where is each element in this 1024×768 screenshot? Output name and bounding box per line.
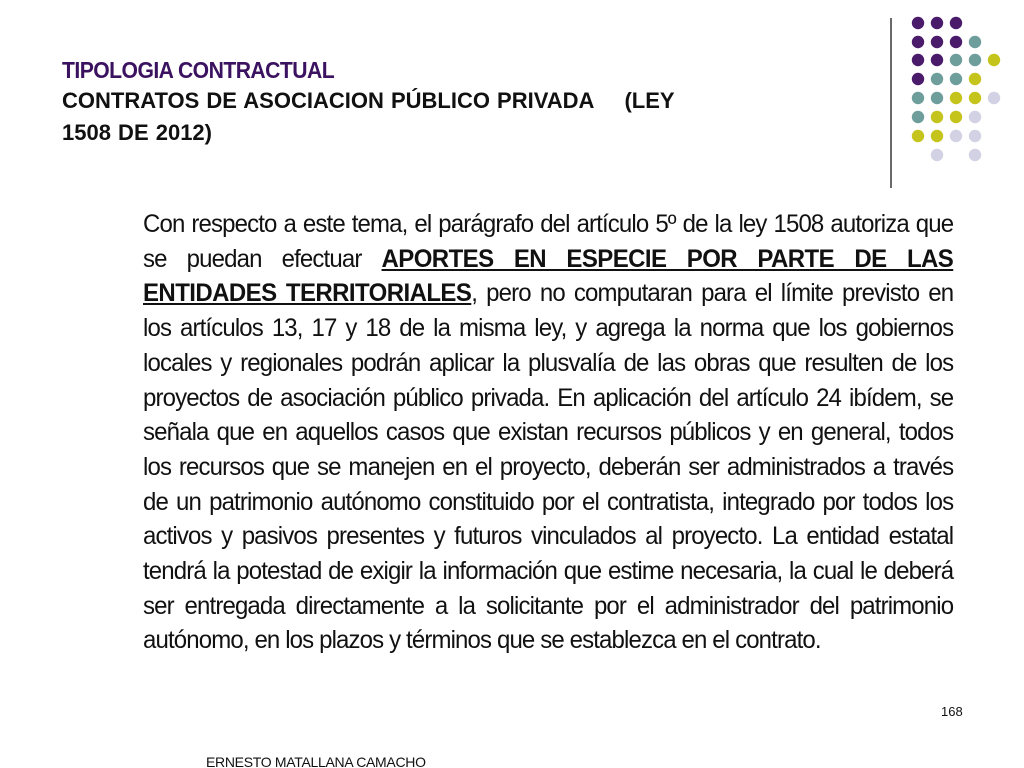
dot: [950, 54, 962, 66]
dot: [931, 149, 943, 161]
dot: [931, 111, 943, 123]
body-paragraph: [143, 207, 953, 658]
dot: [931, 17, 943, 29]
subtitle-part1: CONTRATOS DE ASOCIACION PÚBLICO PRIVADA: [62, 88, 595, 113]
slide-title: TIPOLOGIA CONTRACTUAL: [62, 57, 335, 83]
dot: [950, 92, 962, 104]
dot: [950, 130, 962, 142]
dot: [969, 36, 981, 48]
page-number: 168: [941, 704, 963, 719]
dot: [988, 54, 1000, 66]
dot: [969, 149, 981, 161]
body-text-part1: Con respecto a este tema, el parágrafo del artículo 5º de la ley 1508 autoriza que se puedan efectuar: [143, 210, 954, 273]
dot: [912, 92, 924, 104]
body-emphasis: APORTES EN ESPECIE POR PARTE DE LAS ENTIDADES TERRITORIALES: [143, 244, 954, 308]
dot: [912, 17, 924, 29]
slide-subtitle: [62, 85, 862, 149]
dot: [912, 54, 924, 66]
dot: [931, 54, 943, 66]
subtitle-part3: 1508 DE 2012): [62, 120, 212, 145]
title-block: [62, 57, 862, 149]
dot: [950, 73, 962, 85]
dot: [931, 73, 943, 85]
dot: [931, 92, 943, 104]
dot: [950, 17, 962, 29]
dot: [969, 111, 981, 123]
dot: [912, 73, 924, 85]
footer-author: ERNESTO MATALLANA CAMACHO: [206, 754, 426, 768]
vertical-divider: [890, 18, 892, 188]
subtitle-part2: (LEY: [624, 88, 675, 113]
dot: [931, 130, 943, 142]
body-text-part2: , pero no computaran para el límite previsto en los artículos 13, 17 y 18 de la misma ley, y agrega la norma que los gobiernos locales y regionales podrán aplicar la plusvalía de las obras que resulten de los proyectos de asociación público privada. En aplicación del artículo 24 ibídem, se señala que en aquellos casos que existan recursos públicos y en general, todos los recursos que se manejen en el proyecto, deberán ser administrados a través de un patrimonio autónomo constituido por el contratista, integrado por todos los activos y pasivos presentes y futuros vinculados al proyecto. La entidad estatal tendrá la potestad de exigir la información que estime necesaria, la cual le deberá ser entregada directamente a la solicitante por el administrador del patrimonio autónomo, en los plazos y términos que se establezca en el contrato.: [143, 279, 954, 655]
dot: [969, 54, 981, 66]
dot: [988, 92, 1000, 104]
dot: [912, 130, 924, 142]
dot: [969, 73, 981, 85]
dot-grid-icon: [912, 17, 1000, 161]
dot: [969, 92, 981, 104]
dot: [950, 111, 962, 123]
dot: [912, 111, 924, 123]
dot: [969, 130, 981, 142]
dot: [950, 36, 962, 48]
dot: [931, 36, 943, 48]
dot: [912, 36, 924, 48]
